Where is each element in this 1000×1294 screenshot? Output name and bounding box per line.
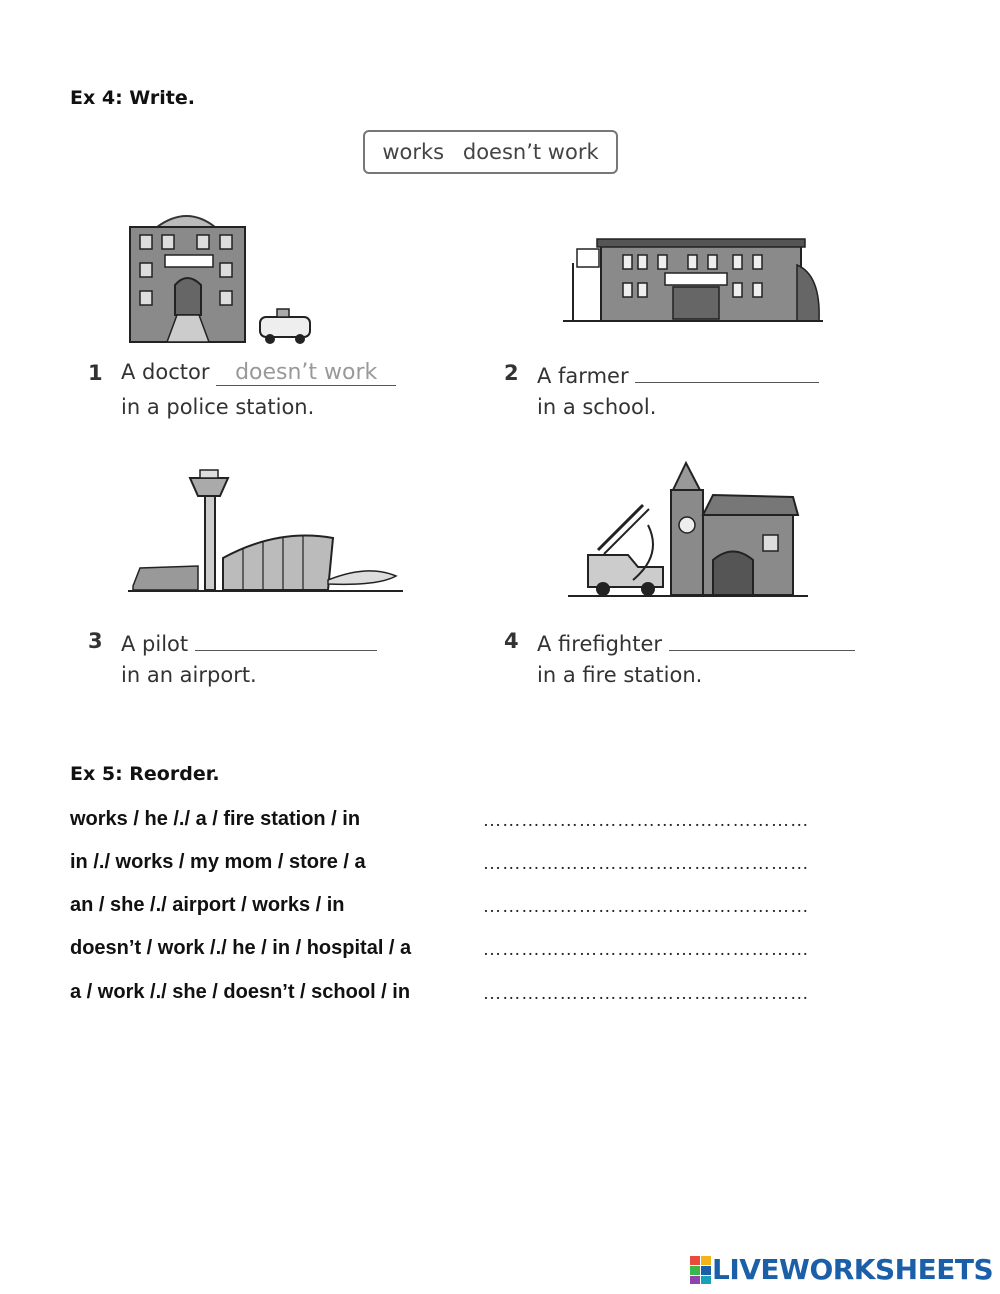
item-subject: A pilot [121,632,189,656]
reorder-prompt: in /./ works / my mom / store / a [70,851,366,873]
reorder-answer-field[interactable]: …………………………………………… [483,983,810,1003]
logo-text: LIVEWORKSHEETS [712,1253,994,1286]
item-subject: A farmer [537,364,629,388]
item-number: 4 [504,629,519,653]
fire-station-picture [568,455,808,600]
item-place: in a police station. [121,395,315,419]
reorder-answer-field[interactable]: …………………………………………… [483,853,810,873]
reorder-prompt: doesn’t / work /./ he / in / hospital / a [70,937,412,959]
reorder-answer-field[interactable]: …………………………………………… [483,939,810,959]
word-bank [363,130,618,174]
ex4-heading: Ex 4: Write. [70,87,195,109]
item-place: in an airport. [121,663,257,687]
police-station-picture [125,205,320,345]
reorder-prompt: works / he /./ a / fire station / in [70,808,361,830]
item-number: 2 [504,361,519,385]
item-2-sentence [537,360,819,388]
reorder-prompt: a / work /./ she / doesn’t / school / in [70,981,411,1003]
reorder-prompt: an / she /./ airport / works / in [70,894,345,916]
liveworksheets-logo [690,1253,993,1286]
word-bank-item: doesn’t work [462,140,599,164]
school-picture [563,235,823,327]
reorder-answer-field[interactable]: …………………………………………… [483,810,810,830]
item-subject: A doctor [121,360,210,384]
answer-blank[interactable]: doesn’t work [216,363,396,386]
item-number: 1 [88,361,103,385]
word-bank-item: works [382,140,445,164]
answer-blank[interactable] [635,360,819,383]
item-number: 3 [88,629,103,653]
item-place: in a school. [537,395,657,419]
item-place: in a fire station. [537,663,703,687]
answer-blank[interactable] [669,628,855,651]
reorder-answer-field[interactable]: …………………………………………… [483,896,810,916]
item-3-sentence [121,628,377,656]
logo-blocks-icon [690,1256,712,1284]
airport-picture [128,468,403,596]
item-1-sentence [121,360,396,386]
item-4-sentence [537,628,855,656]
answer-blank[interactable] [195,628,377,651]
item-subject: A firefighter [537,632,663,656]
ex5-heading: Ex 5: Reorder. [70,763,220,785]
